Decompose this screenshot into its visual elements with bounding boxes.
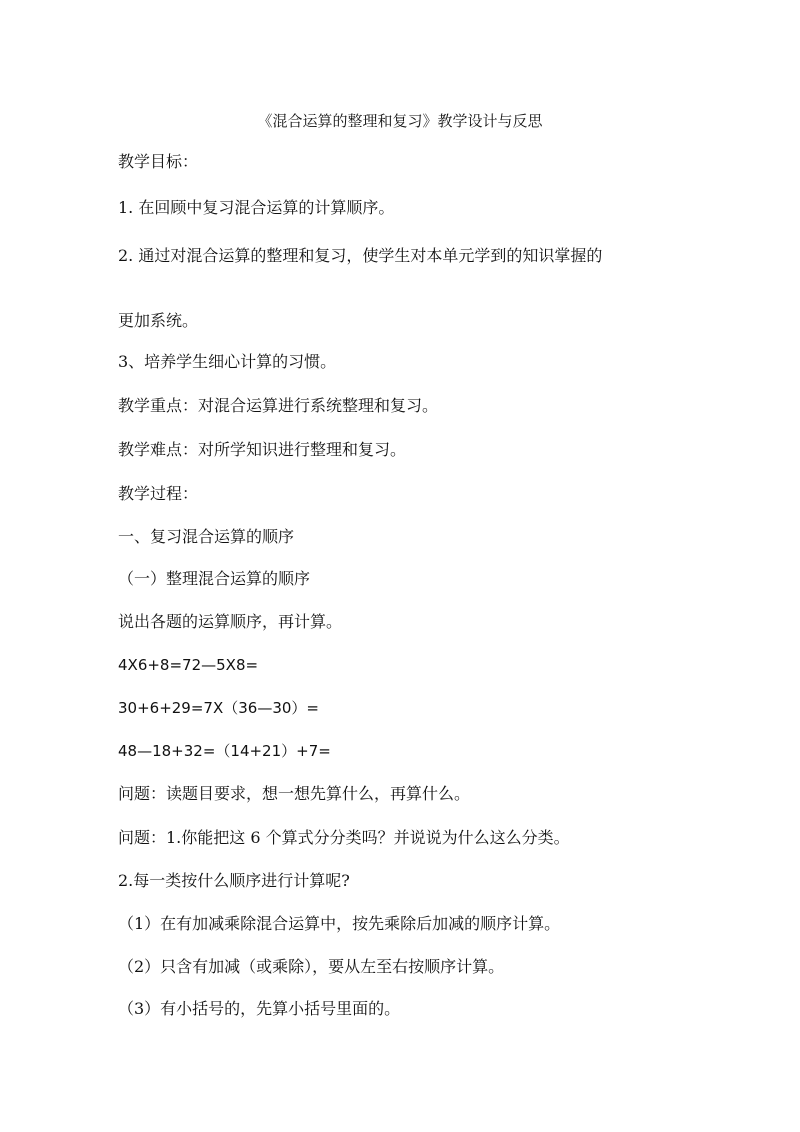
equation-row-3: 48—18+32=（14+21）+7= — [118, 742, 331, 760]
objective-2-continued: 更加系统。 — [118, 311, 199, 330]
equation-row-2: 30+6+29=7X（36—30）= — [118, 699, 319, 717]
key-point: 教学重点：对混合运算进行系统整理和复习。 — [118, 396, 439, 415]
rule-2: （2）只含有加减（或乘除），要从左至右按顺序计算。 — [118, 957, 505, 976]
question-1: 问题：读题目要求，想一想先算什么，再算什么。 — [118, 784, 471, 803]
rule-3: （3）有小括号的，先算小括号里面的。 — [118, 999, 401, 1018]
objective-1: 1. 在回顾中复习混合运算的计算顺序。 — [118, 198, 395, 217]
objective-2: 2. 通过对混合运算的整理和复习，使学生对本单元学到的知识掌握的 — [118, 246, 603, 265]
process-heading: 教学过程： — [118, 484, 199, 503]
document-title: 《混合运算的整理和复习》教学设计与反思 — [257, 112, 543, 130]
question-2: 问题：1.你能把这 6 个算式分分类吗？并说说为什么这么分类。 — [118, 828, 570, 847]
equation-row-1: 4X6+8=72—5X8= — [118, 656, 259, 674]
question-2-part-2: 2.每一类按什么顺序进行计算呢? — [118, 871, 350, 890]
rule-1: （1）在有加减乘除混合运算中，按先乘除后加减的顺序计算。 — [118, 914, 561, 933]
objectives-heading: 教学目标： — [118, 152, 199, 171]
subsection-1-heading: （一）整理混合运算的顺序 — [118, 569, 311, 588]
objective-3: 3、培养学生细心计算的习惯。 — [118, 352, 337, 371]
difficult-point: 教学难点：对所学知识进行整理和复习。 — [118, 440, 407, 459]
instruction-text: 说出各题的运算顺序，再计算。 — [118, 612, 343, 631]
section-1-heading: 一、复习混合运算的顺序 — [118, 527, 295, 546]
